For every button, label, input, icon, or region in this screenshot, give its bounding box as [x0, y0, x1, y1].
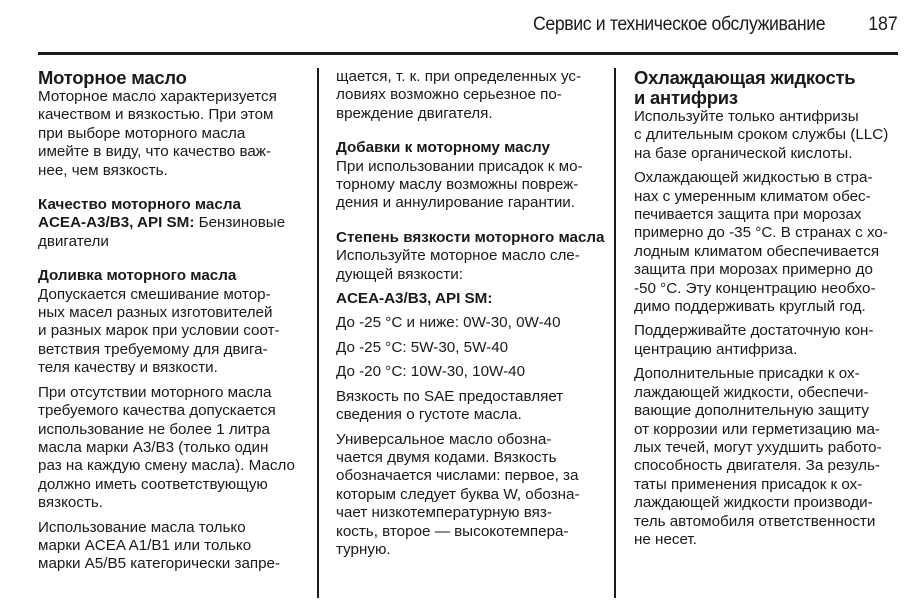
paragraph-multigrade [336, 431, 611, 560]
text-line: масла марки A3/B3 (только один [38, 438, 269, 456]
text-line: -50 °C. Эту концентрацию необхо- [634, 279, 876, 297]
text-line: центрацию антифриза. [634, 340, 798, 358]
heading-engine-oil: Моторное масло [38, 67, 187, 88]
text-line: При отсутствии моторного масла [38, 383, 272, 401]
text-line: которым следует буква W, обозна- [336, 485, 580, 503]
text-line: сведения о густоте масла. [336, 406, 522, 424]
text-line: ных масел разных изготовителей [38, 304, 273, 322]
text-line: Используйте только антифризы [634, 108, 859, 125]
paragraph-continued [336, 68, 611, 123]
paragraph-topup-2 [38, 384, 313, 513]
text-line: Охлаждающей жидкостью в стра- [634, 169, 873, 187]
text-line: Дополнительные присадки к ох- [634, 365, 860, 383]
text-line: таты применения присадок к ох- [634, 475, 863, 493]
heading-oil-quality: Качество моторного масла [38, 196, 241, 214]
text-line: нее, чем вязкость. [38, 161, 168, 179]
text-line: Вязкость по SAE предоставляет [336, 387, 564, 405]
text-line: обозначается числами: первое, за [336, 467, 579, 485]
text-line: с длительным сроком службы (LLC) [634, 126, 889, 144]
text-line: вреждение двигателя. [336, 104, 493, 122]
paragraph-sae [336, 388, 611, 425]
paragraph-coolant-1 [634, 108, 909, 163]
paragraph-topup-3 [38, 519, 313, 574]
text-line: требуемого качества допускается [38, 402, 276, 420]
text-line: Поддерживайте достаточную кон- [634, 322, 874, 340]
text-line: тель автомобиля ответственности [634, 512, 876, 530]
text-line: чается двумя кодами. Вязкость [336, 448, 557, 466]
viscosity-spec: ACEA-A3/B3, API SM: [336, 290, 493, 308]
text-line: Универсальное масло обозна- [336, 430, 552, 448]
text-line: димо поддерживать круглый год. [634, 298, 866, 316]
text-line: ветствия требуемому для двига- [38, 340, 268, 358]
viscosity-row: До -25 °C и ниже: 0W-30, 0W-40 [336, 314, 561, 332]
text-line: лых течей, могут ухудшить работо- [634, 438, 882, 456]
paragraph-quality-spec: ACEA-A3/B3, API SM: Бензиновые двигатели [38, 214, 286, 250]
heading-coolant: Охлаждающая жидкость и антифриз [634, 67, 856, 108]
column-divider [614, 68, 616, 598]
heading-topup: Доливка моторного масла [38, 267, 237, 285]
text-line: Допускается смешивание мотор- [38, 285, 271, 303]
heading-additives: Добавки к моторному маслу [336, 139, 550, 157]
column-divider [317, 68, 319, 598]
text-line: не несет. [634, 530, 697, 548]
text-line: вающие дополнительную защиту [634, 402, 869, 420]
paragraph-topup-1 [38, 286, 313, 378]
text-line: лодным климатом обеспечивается [634, 242, 880, 260]
viscosity-row: До -20 °C: 10W-30, 10W-40 [336, 363, 526, 381]
text-line: При использовании присадок к мо- [336, 157, 583, 175]
text-line: от коррозии или герметизацию ма- [634, 420, 880, 438]
column-2 [336, 68, 611, 565]
text-line: использование не более 1 литра [38, 420, 271, 438]
text-line: при выборе моторного масла [38, 124, 246, 142]
text-line: дующей вязкости: [336, 265, 463, 283]
text-line: кость, второе — высокотемпера- [336, 522, 569, 540]
paragraph-viscosity [336, 247, 611, 284]
text-line: вязкость. [38, 494, 104, 512]
header-rule [38, 52, 898, 55]
column-3 [634, 68, 909, 555]
paragraph-additives [336, 158, 611, 213]
page-number: 187 [868, 14, 898, 35]
viscosity-row: До -25 °C: 5W-30, 5W-40 [336, 338, 509, 356]
text-line: Использование масла только [38, 518, 246, 536]
text-line: лаждающей жидкости, обеспечи- [634, 383, 869, 401]
text-line: Моторное масло характеризуется [38, 88, 277, 105]
text-line: турную. [336, 540, 391, 558]
text-line: способность двигателя. За резуль- [634, 457, 880, 475]
text-line: имейте в виду, что качество важ- [38, 143, 272, 161]
heading-viscosity: Степень вязкости моторного масла [336, 228, 605, 246]
text-line: защита при морозах примерно до [634, 261, 873, 279]
paragraph-coolant-2 [634, 169, 909, 316]
text-line: Используйте моторное масло сле- [336, 247, 580, 265]
text-line: и разных марок при условии соот- [38, 322, 280, 340]
text-line: качеством и вязкостью. При этом [38, 106, 274, 124]
text-line: ловиях возможно серьезное по- [336, 86, 562, 104]
text-line: раз на каждую смену масла). Масло [38, 457, 295, 475]
paragraph-intro [38, 88, 313, 180]
column-1 [38, 68, 313, 580]
text-line: должно иметь соответствующую [38, 475, 268, 493]
text-line: на базе органической кислоты. [634, 144, 853, 162]
text-line: дения и аннулирование гарантии. [336, 194, 576, 212]
text-line: марки A5/B5 категорически запре- [38, 555, 281, 573]
section-title: Сервис и техническое обслуживание [532, 14, 825, 35]
text-line: чает низкотемпературную вяз- [336, 504, 552, 522]
text-line: торному маслу возможны повреж- [336, 176, 579, 194]
text-line: марки ACEA A1/B1 или только [38, 536, 252, 554]
paragraph-coolant-3 [634, 322, 909, 359]
text-line: нах с умеренным климатом обес- [634, 187, 871, 205]
text-line: лаждающей жидкости производи- [634, 494, 873, 512]
text-line: щается, т. к. при определенных ус- [336, 68, 582, 85]
text-line: печивается защита при морозах [634, 206, 862, 224]
text-line: примерно до -35 °C. В странах с хо- [634, 224, 888, 242]
paragraph-coolant-4 [634, 365, 909, 549]
text-line: теля качеству и вязкости. [38, 359, 218, 377]
spec-label: ACEA-A3/B3, API SM: [38, 214, 195, 232]
